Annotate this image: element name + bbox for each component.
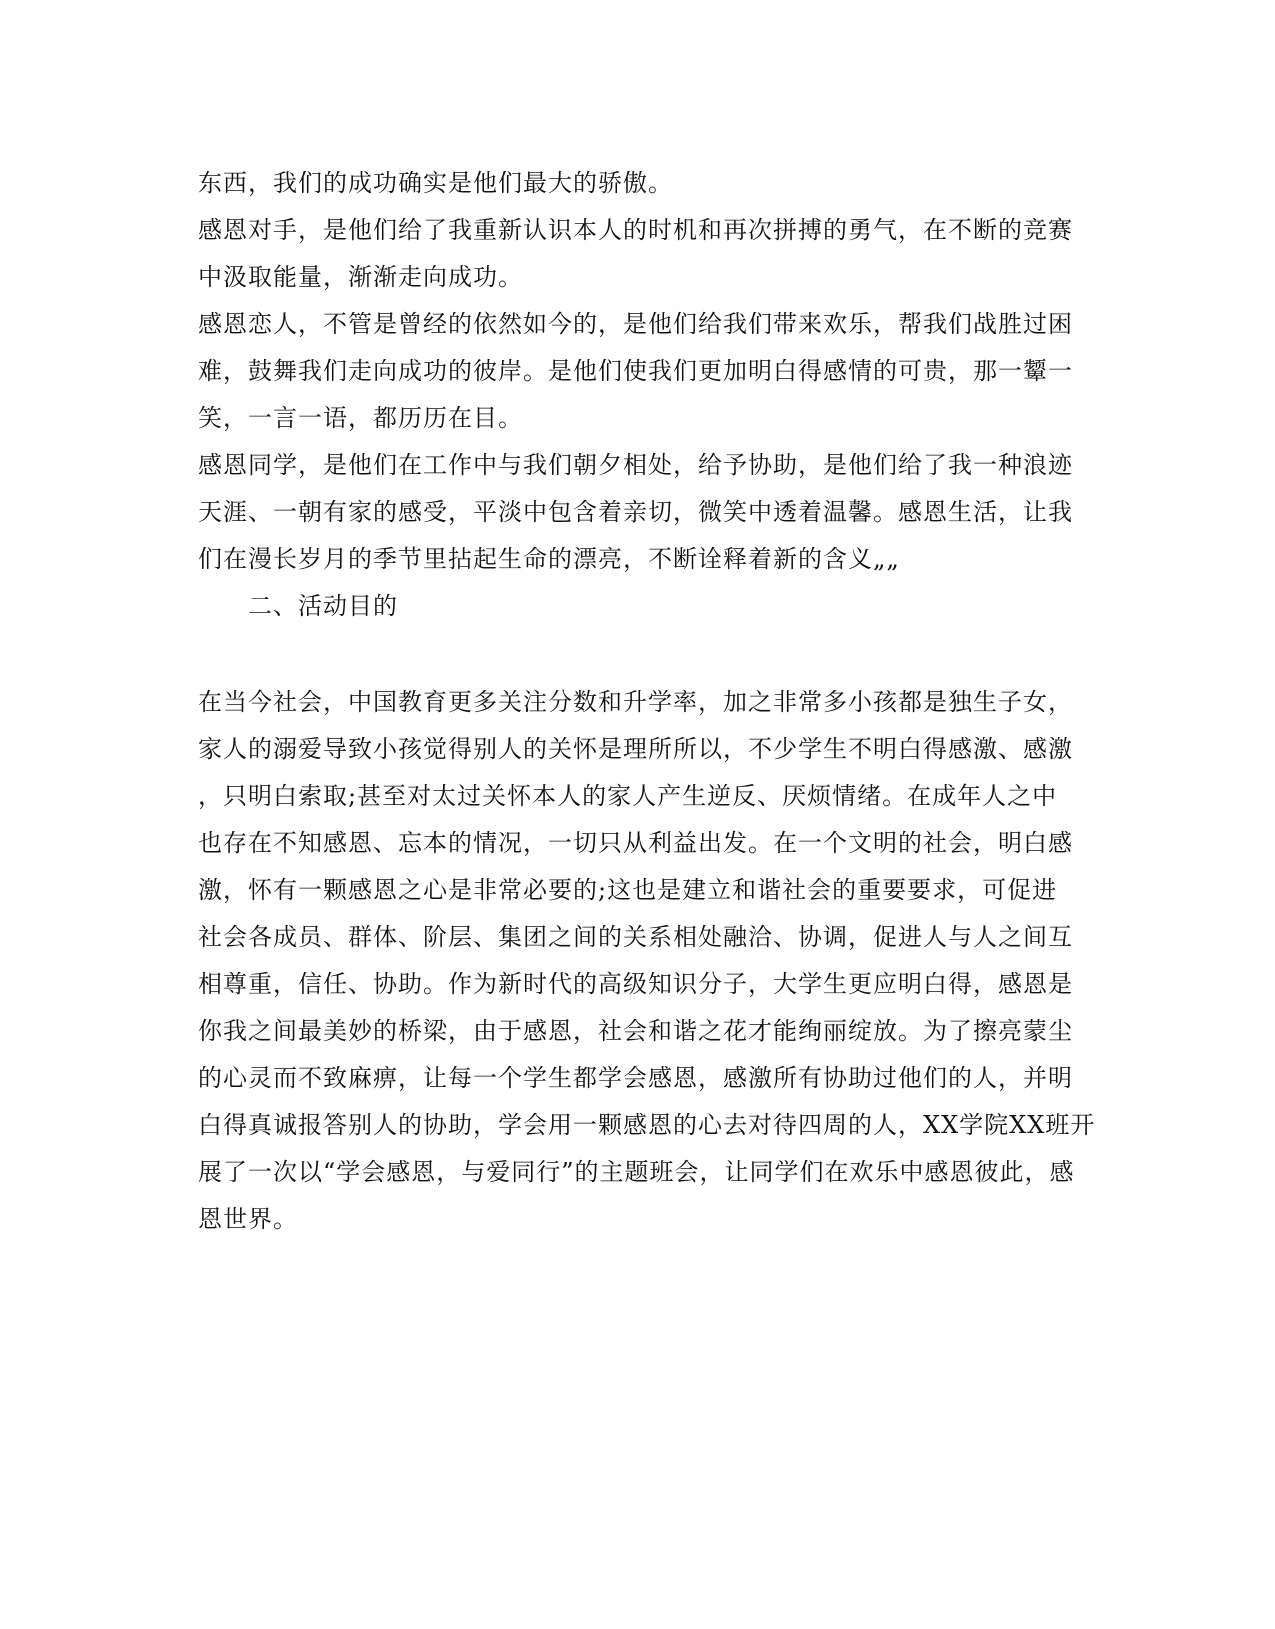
section-heading-block — [198, 583, 1078, 655]
document-content — [198, 160, 1096, 1243]
text-line: ，只明白索取;甚至对太过关怀本人的家人产生逆反、厌烦情绪。在成年人之中 — [198, 782, 1058, 810]
paragraph-activity-purpose — [198, 679, 1096, 1243]
text-line: 激，怀有一颗感恩之心是非常必要的;这也是建立和谐社会的重要要求，可促进 — [198, 876, 1058, 904]
text-line: 的心灵而不致麻痹，让每一个学生都学会感恩，感激所有协助过他们的人，并明 — [198, 1064, 1073, 1092]
text-line: 展了一次以“学会感恩，与爱同行”的主题班会，让同学们在欢乐中感恩彼此，感 — [198, 1158, 1075, 1186]
text-line: 你我之间最美妙的桥梁，由于感恩，社会和谐之花才能绚丽绽放。为了擦亮蒙尘 — [198, 1017, 1073, 1045]
text-line: 感恩对手，是他们给了我重新认识本人的时机和再次拼搏的勇气，在不断的竞赛 — [198, 216, 1073, 244]
text-line: 笑，一言一语，都历历在目。 — [198, 404, 523, 432]
paragraph-thank-lovers — [198, 301, 1078, 442]
text-line: 感恩同学，是他们在工作中与我们朝夕相处，给予协助，是他们给了我一种浪迹 — [198, 451, 1073, 479]
paragraph-continuation — [198, 160, 1078, 207]
text-line: 难，鼓舞我们走向成功的彼岸。是他们使我们更加明白得感情的可贵，那一颦一 — [198, 357, 1073, 385]
text-line: 天涯、一朝有家的感受，平淡中包含着亲切，微笑中透着温馨。感恩生活，让我 — [198, 498, 1073, 526]
text-line: 恩世界。 — [198, 1205, 298, 1233]
paragraph-thank-classmates — [198, 442, 1078, 583]
text-line: 中汲取能量，渐渐走向成功。 — [198, 263, 523, 291]
text-line: 家人的溺爱导致小孩觉得别人的关怀是理所所以，不少学生不明白得感激、感激 — [198, 735, 1073, 763]
text-line: 在当今社会，中国教育更多关注分数和升学率，加之非常多小孩都是独生子女， — [198, 688, 1073, 716]
text-line: 白得真诚报答别人的协助，学会用一颗感恩的心去对待四周的人，XX学院XX班开 — [198, 1111, 1096, 1139]
paragraph-thank-opponents — [198, 207, 1078, 301]
text-line: 社会各成员、群体、阶层、集团之间的关系相处融洽、协调，促进人与人之间互 — [198, 923, 1073, 951]
section-heading: 二、活动目的 — [248, 592, 398, 620]
text-line: 感恩恋人，不管是曾经的依然如今的，是他们给我们带来欢乐，帮我们战胜过困 — [198, 310, 1073, 338]
text-line: 东西，我们的成功确实是他们最大的骄傲。 — [198, 169, 673, 197]
text-line: 相尊重，信任、协助。作为新时代的高级知识分子，大学生更应明白得，感恩是 — [198, 970, 1073, 998]
text-line: 也存在不知感恩、忘本的情况，一切只从利益出发。在一个文明的社会，明白感 — [198, 829, 1073, 857]
text-line: 们在漫长岁月的季节里拈起生命的漂亮，不断诠释着新的含义„„ — [198, 545, 900, 573]
